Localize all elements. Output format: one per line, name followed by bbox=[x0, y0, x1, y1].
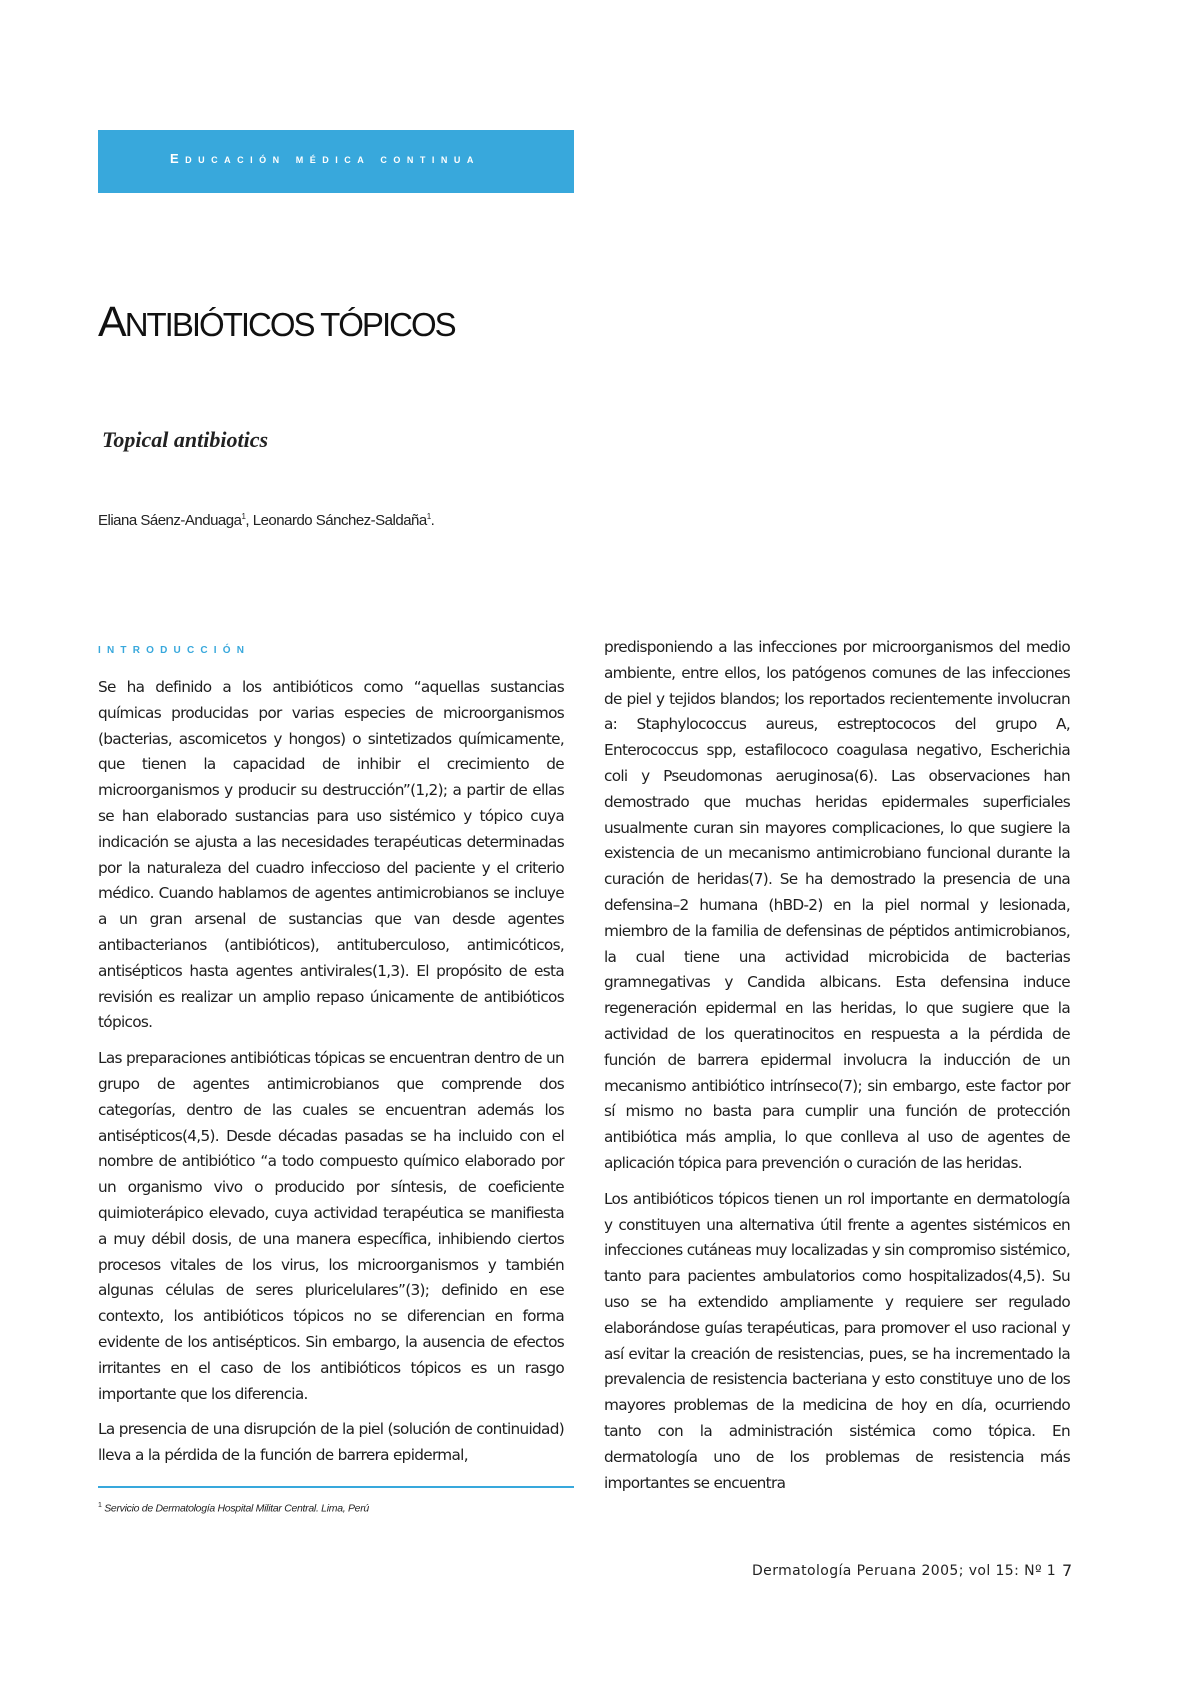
section-label: Educación médica continua bbox=[170, 151, 480, 166]
paragraph: La presencia de una disrupción de la piel (solución de continuidad) lleva a la pérdida de la función de barrera epidermal, bbox=[98, 1420, 564, 1465]
title-rest: NTIBIÓTICOS TÓPICOS bbox=[124, 306, 455, 343]
author-2-affiliation: 1 bbox=[426, 512, 431, 521]
left-column bbox=[98, 675, 564, 1479]
journal-citation: Dermatología Peruana 2005; vol 15: Nº 1 bbox=[752, 1563, 1057, 1579]
footnote-rule bbox=[98, 1486, 574, 1488]
author-1: Eliana Sáenz-Anduaga bbox=[98, 512, 242, 529]
author-1-affiliation: 1 bbox=[241, 512, 246, 521]
paragraph: Los antibióticos tópicos tienen un rol importante en dermatología y constituyen una alternativa útil frente a agentes sistémicos en infecciones cutáneas muy localizadas y sin compromiso sistémico, tanto para pacientes ambulatorios como hospitalizados(4,5). Su uso se ha extendido ampliamente y requiere ser regulado elaborándose guías terapéuticas, para promover el uso racional y así evitar la creación de resistencias, pues, se ha incrementado la prevalencia de resistencia bacteriana y esto constituye uno de los mayores problemas de la medicina de hoy en día, ocurriendo tanto con la administración sistémica como tópica. En dermatología uno de los problemas de resistencia más importantes se encuentra bbox=[604, 1189, 1070, 1492]
paragraph: Las preparaciones antibióticas tópicas se encuentran dentro de un grupo de agentes antimicrobianos que comprende dos categorías, dentro de las cuales se encuentran además los antisépticos(4,5). Desde décadas pasadas se ha incluido con el nombre de antibiótico “a todo compuesto químico elaborado por un organismo vivo o producido por síntesis, de coeficiente quimioterápico elevado, cuya actividad terapéutica se manifiesta a muy débil dosis, de una manera específica, inhibiendo ciertos procesos vitales de los virus, los microorganismos y también algunas células de seres pluricelulares”(3); definido en ese contexto, los antibióticos tópicos no se diferencian en forma evidente de los antisépticos. Sin embargo, la ausencia de efectos irritantes en el caso de los antibióticos tópicos es un rasgo importante que los diferencia. bbox=[98, 1049, 564, 1403]
footnote bbox=[98, 1502, 369, 1515]
right-column bbox=[604, 635, 1070, 1506]
article-title bbox=[98, 298, 455, 347]
author-2: , Leonardo Sánchez-Saldaña bbox=[245, 512, 427, 529]
article-subtitle: Topical antibiotics bbox=[102, 427, 269, 452]
paragraph: predisponiendo a las infecciones por microorganismos del medio ambiente, entre ellos, los patógenos comunes de las infecciones de piel y tejidos blandos; los reportados recientemente involucran a: Staphylococcus aureus, estreptococos del grupo A, Enterococcus spp, estafilococo coagulasa negativo, Escherichia coli y Pseudomonas aeruginosa(6). Las observaciones han demostrado que muchas heridas epidermales superficiales usualmente curan sin mayores complicaciones, lo que sugiere la existencia de un mecanismo antimicrobiano funcional durante la curación de heridas(7). Se ha demostrado la presencia de una defensina–2 humana (hBD-2) en la piel normal y lesionada, miembro de la familia de defensinas de péptidos antimicrobianos, la cual tiene una actividad microbicida de bacterias gramnegativas y Candida albicans. Esta defensina induce regeneración epidermal en las heridas, lo que sugiere que la actividad de los queratinocitos en respuesta a la pérdida de función de barrera epidermal involucra la inducción de un mecanismo antibiótico intrínseco(7); sin embargo, este factor por sí mismo no basta para cumplir una función de protección antibiótica más amplia, lo que conlleva al uso de agentes de aplicación tópica para prevención o curación de las heridas. bbox=[604, 638, 1070, 1172]
page-number: 7 bbox=[1062, 1561, 1073, 1580]
paragraph: Se ha definido a los antibióticos como “aquellas sustancias químicas producidas por varias especies de microorganismos (bacterias, ascomicetos y hongos) o sintetizados químicamente, que tienen la capacidad de inhibir el crecimiento de microorganismos y producir su destrucción”(1,2); a partir de ellas se han elaborado sustancias para uso sistémico y tópico cuya indicación se ajusta a las necesidades terapéuticas determinadas por la naturaleza del cuadro infeccioso del paciente y el criterio médico. Cuando hablamos de agentes antimicrobianos se incluye a un gran arsenal de sustancias que van desde agentes antibacterianos (antibióticos), antituberculoso, antimicóticos, antisépticos hasta agentes antivirales(1,3). El propósito de esta revisión es realizar un amplio repaso únicamente de antibióticos tópicos. bbox=[98, 678, 564, 1032]
authors-end: . bbox=[430, 512, 435, 529]
footnote-marker: 1 bbox=[98, 1502, 102, 1509]
section-banner bbox=[98, 130, 574, 193]
footnote-text: Servicio de Dermatología Hospital Militar Central. Lima, Perú bbox=[104, 1502, 369, 1515]
introduction-heading: INTRODUCCIÓN bbox=[98, 645, 251, 656]
authors-line bbox=[98, 512, 434, 529]
title-initial: A bbox=[98, 298, 125, 346]
